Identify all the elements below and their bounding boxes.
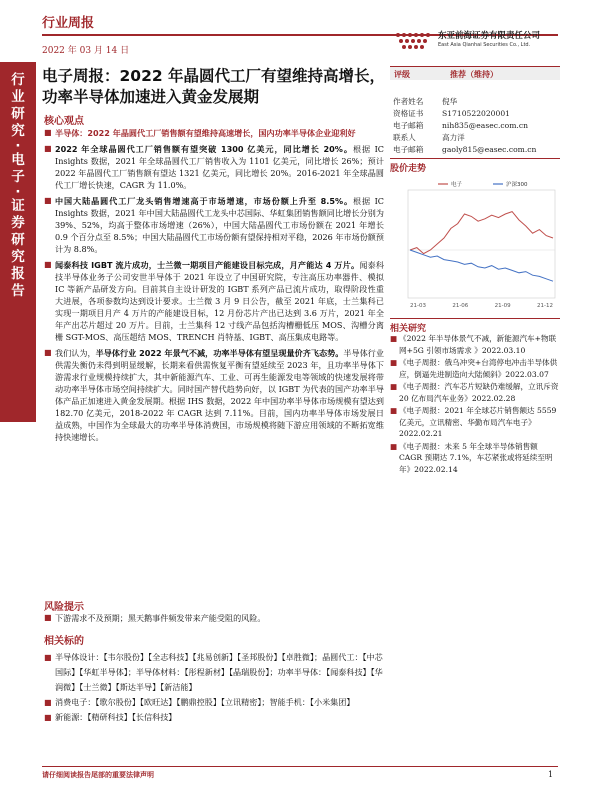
analyst-row: 资格证书 S1710522020001 <box>393 109 511 118</box>
chart-legend-label: 沪深300 <box>506 182 528 188</box>
square-bullet-icon: ■ <box>390 334 398 343</box>
related-targets-heading: 相关标的 <box>44 636 84 647</box>
sidebar-char: 券 <box>11 215 25 231</box>
research-item: ■ 《电子周报：汽车芯片短缺仍难缓解，立讯斥资 20 亿布局汽车业务》2022.02.28 <box>390 382 559 403</box>
chart-frame <box>408 190 555 298</box>
core-point-text: 闻泰科技半导体业务子公司安世半导体于 2021 年设立了中国研究院，专注高压功率器件、模拟 IC 等新产品研发方向。目前其自主设计研发的 IGBT 系列产品已流片成功，取得阶段性重大进展，各项参数均达到设计要求。士兰微 3 月 9 日公告，截至 2021 年底，士兰集科已实现一期项目月产 4 万片的产能建设目标，12 月份芯片产出已达到 3.6 万片，2021 年全年产出芯片超过 20 万片。目前，士兰集科 12 寸线产品包括沟槽栅低压 MOS、沟槽分离栅 SGT-MOS、高压超结 MOS、TRENCH 肖特基、IGBT、高压集成电路等。 <box>55 260 384 342</box>
sidebar-char: 研 <box>11 106 25 122</box>
research-item: ■ 《电子周报：俄乌冲突+台湾停电冲击半导体供应，倒逼先进制造向大陆倾斜》2022.03.07 <box>390 358 558 379</box>
core-point <box>44 347 384 443</box>
chart-legend-label: 电子 <box>451 182 463 188</box>
footer-disclaimer: 请仔细阅读报告尾部的重要法律声明 <box>42 771 154 779</box>
related-target-item: ■ 新能源：【精研科技】【长信科技】 <box>44 710 384 725</box>
analyst-row: 电子邮箱 gaoly815@easec.com.cn <box>393 145 537 154</box>
square-bullet-icon: ■ <box>390 358 398 367</box>
square-bullet-icon: ■ <box>44 653 52 662</box>
chart-series-line <box>410 212 553 254</box>
sidebar-char: 行 <box>11 72 25 88</box>
rating-bar <box>390 66 560 80</box>
stock-trend-chart <box>390 176 560 316</box>
risk-text: 下游需求不及预期；黑天鹅事件频发带来产能受阻的风险。 <box>55 613 266 623</box>
sidebar-char: 电 <box>11 152 25 168</box>
core-point-bold: 2022 年全球晶圆代工厂销售额有望突破 1300 亿美元，同比增长 20%。 <box>55 144 353 154</box>
risk-section <box>44 612 384 628</box>
core-point-bold: 半导体行业 2022 年景气不减，功率半导体有望呈现量价齐飞态势。 <box>95 348 344 358</box>
related-research-heading: 相关研究 <box>390 318 560 334</box>
core-point-text: 半导体行业供需失衡仍未得到明显缓解，长期来看供需恢复平衡有望延续至 2023 年，且功率半导体下游需求行业规模持续扩大，其中新能源汽车、工业、可再生能源发电等领域的快速发展将带动功率半导体市场空间持续扩大。同时国产替代趋势向好，以 IGBT 为代表的国产功率半导体产品正加速进入黄金发展期。根据 IHS 数据，2022 年中国功率半导体市场规模有望达到 182.70 亿美元，2018-2022 年 CAGR 达到 7.11%。目前，国内功率半导体市场发展日益成熟，中国作为全球最大的功率半导体消费国，市场规模将随下游应用领域的不断拓宽维持快速增长。 <box>55 348 384 442</box>
stock-trend-heading: 股价走势 <box>390 158 560 174</box>
company-name-cn: 东亚前海证券有限责任公司 <box>438 31 541 41</box>
square-bullet-icon: ■ <box>44 348 52 357</box>
square-bullet-icon: ■ <box>44 144 52 153</box>
rating-label: 评级 <box>394 70 410 79</box>
square-bullet-icon: ■ <box>44 128 52 137</box>
report-title: 电子周报：2022 年晶圆代工厂有望维持高增长，功率半导体加速进入黄金发展期 <box>42 67 386 106</box>
sidebar-char: 究 <box>11 249 25 265</box>
core-point-text-pre: 我们认为， <box>55 348 96 358</box>
core-point-bold: 中国大陆晶圆代工厂龙头销售增速高于市场增速，市场份额上升至 8.5%。 <box>55 196 354 206</box>
sidebar-char: 告 <box>11 283 25 299</box>
sidebar-char: · <box>15 138 21 154</box>
company-name-en: East Asia Qianhai Securities Co., Ltd. <box>438 42 531 48</box>
sidebar-char: 子 <box>11 169 25 185</box>
sidebar-char: 报 <box>11 266 25 282</box>
sidebar-char: 研 <box>11 232 25 248</box>
core-point <box>44 143 384 191</box>
square-bullet-icon: ■ <box>44 698 52 707</box>
core-heading: 核心观点 <box>44 116 84 127</box>
sidebar-char: 究 <box>11 123 25 139</box>
logo-mark-icon <box>392 27 434 55</box>
chart-x-tick-label: 21-12 <box>537 303 553 309</box>
report-date: 2022 年 03 月 14 日 <box>42 46 130 56</box>
core-point-text: 根据 IC Insights 数据，2021 年中国大陆晶圆代工龙头中芯国际、华虹集团销售额同比增长分别为 39%、52%，均高于整体市场增速（26%），中国大陆晶圆代工市场份额在 2021 年增长 0.9 个百分点至 8.5%；中国大陆晶圆代工市场份额有望保持相对平稳，2026 年市场份额预计为 8.8%。 <box>55 196 384 254</box>
chart-x-tick-label: 21-06 <box>452 303 469 309</box>
research-item: ■ 《2022 年半导体景气不减，新能源汽车+物联网+5G 引领市场需求 》2022.03.10 <box>390 334 557 355</box>
sidebar-char: 业 <box>11 89 25 105</box>
core-point <box>44 195 384 255</box>
analyst-row: 作者姓名 倪华 <box>393 97 458 106</box>
core-point-bold: 闻泰科技 IGBT 流片成功，士兰微一期项目产能建设目标完成，月产能达 4 万片。 <box>55 260 360 270</box>
square-bullet-icon: ■ <box>390 441 398 451</box>
analyst-row: 电子邮箱 nih835@easec.com.cn <box>393 121 528 130</box>
related-target-item: ■ 半导体设计：【韦尔股份】【全志科技】【兆易创新】【圣邦股份】【卓胜微】；晶圆代工：【中芯国际】【华虹半导体】；半导体材料：【彤程新材】【晶瑞股份】；功率半导体：【闻泰科技】【华润微】【士兰微】【斯达半导】【新洁能】 <box>44 650 384 695</box>
core-point-text: 根据 IC Insights 数据，2021 年全球晶圆代工厂销售收入为 1101 亿美元，同比增长 26%；预计 2022 年晶圆代工厂销售额有望达 1321 亿美元，同比增长 20%。2016-2021 年全球晶圆代工厂增长快速，CAGR 为 11.0%。 <box>55 144 384 190</box>
page-number: 1 <box>548 770 554 779</box>
analyst-row: 联系人 高力洋 <box>393 133 465 142</box>
square-bullet-icon: ■ <box>44 260 52 269</box>
research-item: ■ 《电子周报：2021 年全球芯片销售额达 5559 亿美元，立讯精密、华勤布局汽车电子》2022.02.21 <box>390 406 557 438</box>
chart-series-line <box>410 250 553 281</box>
related-targets <box>44 650 384 725</box>
related-research-list <box>390 333 560 476</box>
report-type-tag: 行业周报 <box>42 16 95 31</box>
core-point-highlight: 半导体：2022 年晶圆代工厂销售额有望维持高速增长，国内功率半导体企业迎利好 <box>55 128 356 138</box>
chart-x-tick-label: 21-09 <box>494 303 511 309</box>
square-bullet-icon: ■ <box>44 613 52 622</box>
square-bullet-icon: ■ <box>44 713 52 722</box>
footer-divider <box>42 766 558 767</box>
chart-x-tick-label: 21-03 <box>410 303 426 309</box>
company-logo <box>392 27 562 55</box>
risk-heading: 风险提示 <box>44 602 84 613</box>
sidebar-char: 证 <box>11 198 25 214</box>
square-bullet-icon: ■ <box>390 382 398 391</box>
sidebar-label <box>0 72 36 300</box>
sidebar-char: · <box>15 184 21 200</box>
square-bullet-icon: ■ <box>44 196 52 205</box>
rating-value: 推荐（维持） <box>450 70 498 79</box>
square-bullet-icon: ■ <box>390 406 398 415</box>
research-item: ■ 《电子周报：未来 5 年全球半导体销售额 CAGR 预期达 7.1%，车芯紧张或将延续至明年》2022.02.14 <box>390 441 553 474</box>
core-points <box>44 127 384 447</box>
core-point <box>44 127 384 139</box>
related-target-item: ■ 消费电子：【歌尔股份】【欧旺达】【鹏鼎控股】【立讯精密】；智能手机：【小米集团】 <box>44 695 384 710</box>
core-point <box>44 259 384 343</box>
